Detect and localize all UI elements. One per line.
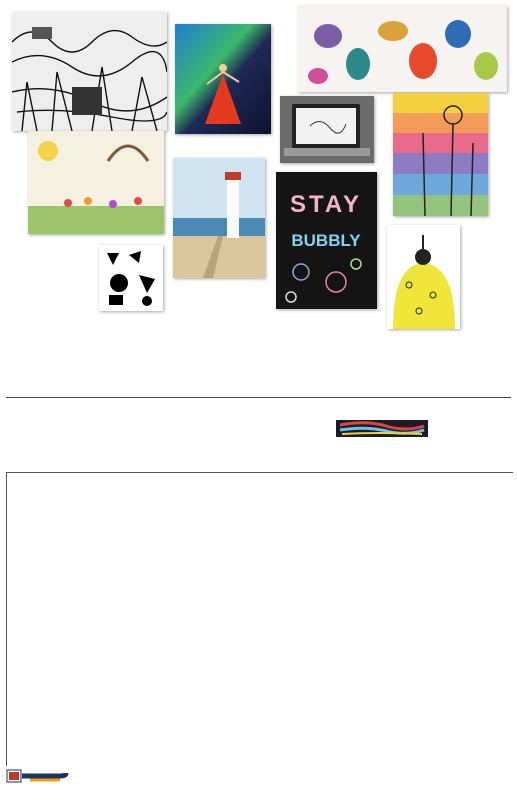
divider: [6, 397, 511, 398]
artwork-lighthouse: [173, 158, 265, 278]
artwork-stay-bubbly: [276, 172, 377, 309]
artwork-ink-cityscape: [12, 12, 167, 131]
early-release-icon: [6, 768, 70, 784]
calendar-grid: [6, 472, 513, 766]
artwork-sunflowers-rainbow: [393, 93, 488, 216]
artwork-abstract-blobs: [298, 6, 507, 92]
artwork-garden: [28, 131, 164, 234]
artwork-dancer: [175, 24, 271, 134]
decorative-banner: [336, 420, 428, 437]
artwork-yellow-creature: [387, 225, 460, 329]
artwork-bw-pattern: [99, 245, 163, 311]
svg-text:STAY: STAY: [289, 191, 363, 218]
artwork-laptop-drawing: [280, 96, 374, 163]
svg-text:BUBBLY: BUBBLY: [291, 231, 361, 250]
